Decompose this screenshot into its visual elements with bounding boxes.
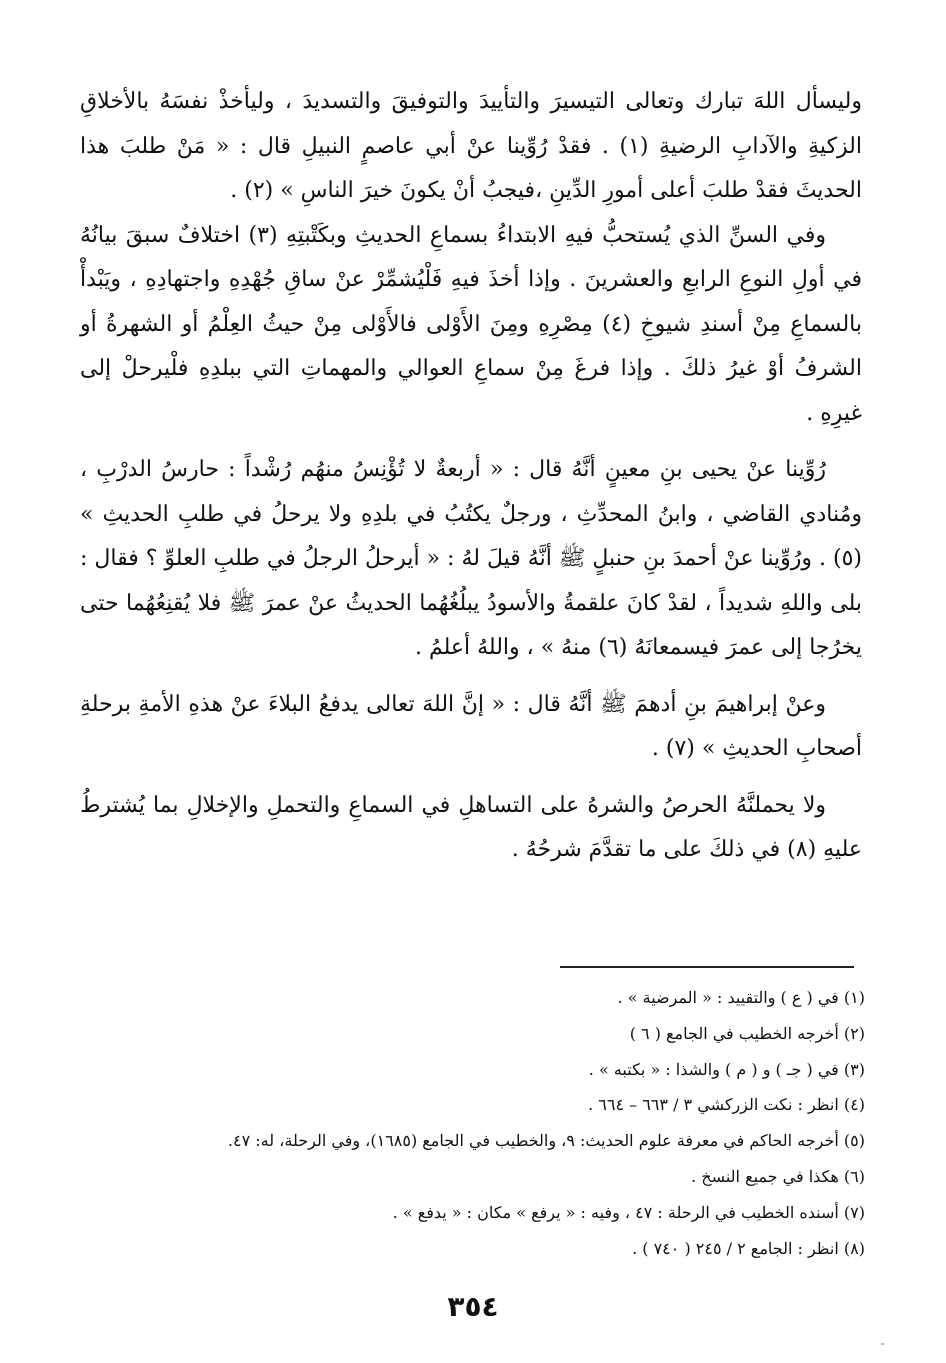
footnote-3: (٣) في ( جـ ) و ( م ) والشذا : « بكتبه » . bbox=[588, 1059, 865, 1079]
footnote-5: (٥) أخرجه الحاكم في معرفة علوم الحديث: ٩، والخطيب في الجامع (١٦٨٥)، وفي الرحلة، له: ٤٧. bbox=[227, 1131, 865, 1151]
footnote-4: (٤) انظر : نكت الزركشي ٣ / ٦٦٣ – ٦٦٤ . bbox=[588, 1095, 865, 1115]
page-number: ٣٥٤ bbox=[447, 1290, 499, 1323]
footnote-divider bbox=[560, 966, 854, 968]
footnote-1: (١) في ( ع ) والتقييد : « المرضية » . bbox=[617, 988, 865, 1007]
paragraph-2: وفي السنِّ الذي يُستحبُّ فيهِ الابتداءُ بسماعِ الحديثِ وبكَتْبتِهِ (٣) اختلافٌ سبقَ بيانُهُ في أولِ النوعِ الرابعِ والعشرينَ . وإذا أخذَ فيهِ فَلْيُشمِّرْ عنْ ساقِ جُهْدِهِ واجتهادِهِ ، ويَبْدأْ بالسماعِ مِنْ أسندِ شيوخِ (٤) مِصْرِهِ ومِنَ الأَوْلى فالأَوْلى مِنْ حيثُ العِلْمُ أو الشهرةُ أو الشرفُ أوْ غيرُ ذلكَ . وإذا فرغَ مِنْ سماعِ العوالي والمهماتِ التي ببلدِهِ فلْيرحلْ إلى غيرِهِ . bbox=[80, 222, 862, 426]
paragraph-1: وليسأل اللهَ تبارك وتعالى التيسيرَ والتأييدَ والتوفيقَ والتسديدَ ، وليأخذْ نفسَهُ بالأخلاقِ الزكيةِ والآدابِ الرضيةِ (١) . فقدْ رُوِّينا عنْ أبي عاصمٍ النبيلِ قال : « مَنْ طلبَ هذا الحديثَ فقدْ طلبَ أعلى أمورِ الدِّينِ ،فيجبُ أنْ يكونَ خيرَ الناسِ » (٢) . bbox=[80, 89, 862, 203]
main-text bbox=[80, 80, 862, 873]
footnote-2: (٢) أخرجه الخطيب في الجامع ( ٦ ) bbox=[629, 1023, 865, 1043]
footnote-8: (٨) انظر : الجامع ٢ / ٢٤٥ ( ٧٤٠ ) . bbox=[632, 1238, 865, 1258]
footnote-7: (٧) أسنده الخطيب في الرحلة : ٤٧ ، وفيه : « يرفع » مكان : « يدفع » . bbox=[392, 1202, 865, 1222]
scan-speck bbox=[881, 1343, 884, 1345]
paragraph-4: وعنْ إبراهيمَ بنِ أدهمَ ﷺ أنَّهُ قال : « إنَّ اللهَ تعالى يدفعُ البلاءَ عنْ هذهِ الأمةِ برحلةِ أصحابِ الحديثِ » (٧) . bbox=[80, 691, 862, 761]
paragraph-3: رُوِّينا عنْ يحيى بنِ معينٍ أنَّهُ قال : « أربعةٌ لا تُؤْنِسُ منهُم رُشْداً : حارسُ الدرْبِ ، ومُنادي القاضي ، وابنُ المحدِّثِ ، ورجلٌ يكتُبُ في بلدِهِ ولا يرحلُ في طلبِ الحديثِ » (٥) . ورُوِّينا عنْ أحمدَ بنِ حنبلٍ ﷺ أنَّهُ قيلَ لهُ : « أيرحلُ الرجلُ في طلبِ العلوِّ ؟ فقال : بلى واللهِ شديداً ، لقدْ كانَ علقمةُ والأسودُ يبلُغُهُما الحديثُ عنْ عمرَ ﷺ فلا يُقنِعُهُما حتى يخرُجا إلى عمرَ فيسمعانَهُ (٦) منهُ » ، واللهُ أعلمُ . bbox=[80, 457, 862, 660]
footnote-6: (٦) هكذا في جميع النسخ . bbox=[691, 1166, 865, 1186]
footnotes bbox=[80, 980, 865, 1266]
paragraph-5: ولا يحملنَّهُ الحرصُ والشرهُ على التساهلِ في السماعِ والتحملِ والإخلالِ بما يُشترطُ عليهِ (٨) في ذلكَ على ما تقدَّمَ شرحُهُ . bbox=[80, 792, 862, 862]
